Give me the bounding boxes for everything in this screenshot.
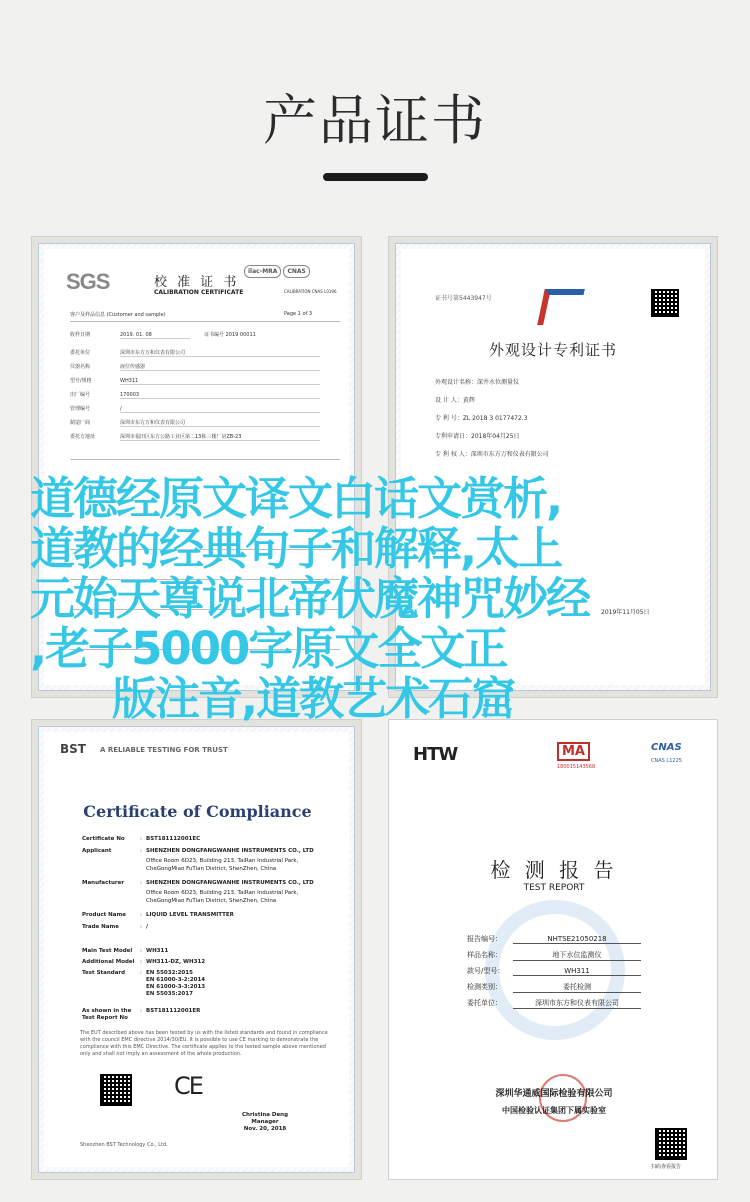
qr-code-icon xyxy=(651,289,679,317)
report-row: 检测类别： 委托检测 xyxy=(467,982,641,993)
report-title: 检 测 报 告 xyxy=(490,858,618,882)
client-section-label: 客户及样品信息 (Customer and sample) xyxy=(70,312,166,318)
title-underline xyxy=(323,173,428,181)
info-row: 型号/规格 WH311 xyxy=(70,377,320,385)
info-row: CheGongMiao FuTian District, ShenZhen, China xyxy=(146,866,277,872)
info-row: 委托方地址 深圳市福田区东方公路工业区第二13栋三楼厂房ZB-23 xyxy=(70,433,320,441)
info-row: 委托单位 深圳市东方万和仪表有限公司 xyxy=(70,349,320,357)
certificate-title: Certificate of Compliance xyxy=(83,802,312,821)
info-row: Product Name : LIQUID LEVEL TRANSMITTER xyxy=(82,912,234,918)
info-row: Office Room 6D23, Building 213, TaiRan Industrial Park, xyxy=(146,858,299,864)
sgs-logo: SGS xyxy=(66,269,110,294)
info-row: 仪器名称 液位传感器 xyxy=(70,363,320,371)
info-row: Certificate No : BST181112001EC xyxy=(82,836,201,842)
certificate-body xyxy=(44,732,349,1167)
info-row: Additional Model : WH311-DZ, WH312 xyxy=(82,959,206,965)
info-row: Manufacturer : SHENZHEN DONGFANGWANHE INSTRUMENTS CO., LTD xyxy=(82,880,314,886)
report-row: 样品名称： 地下水位监测仪 xyxy=(467,950,641,961)
patent-info: 设 计 人：黄辉 xyxy=(435,397,475,404)
ce-compliance-certificate[interactable] xyxy=(31,719,362,1180)
info-row: Office Room 6D23, Building 213, TaiRan Industrial Park, xyxy=(146,890,299,896)
report-row: 款号/型号： WH311 xyxy=(467,966,641,976)
issuer-footer: Shenzhen BST Technology Co., Ltd. xyxy=(80,1142,168,1148)
info-row: CheGongMiao FuTian District, ShenZhen, China xyxy=(146,898,277,904)
info-row: EN 55035:2017 xyxy=(146,991,193,997)
issue-date: 2019年11月05日 xyxy=(601,609,650,616)
cnas-logo: CNAS xyxy=(651,742,682,753)
certificate-subtitle: CALIBRATION CERTIFICATE xyxy=(154,289,244,296)
certificate-title: 外观设计专利证书 xyxy=(489,341,618,359)
cma-mark-icon: MA xyxy=(557,742,590,761)
htw-logo: HTW xyxy=(413,744,458,765)
patent-info: 外观设计名称：深井水位测量仪 xyxy=(435,379,520,386)
issuing-organization: 深圳华通威国际检验有限公司 xyxy=(495,1089,613,1099)
report-row: 报告编号： NHTSE21050218 xyxy=(467,934,641,944)
cnas-badge: CNAS xyxy=(283,265,309,278)
bst-tagline: A RELIABLE TESTING FOR TRUST xyxy=(100,746,228,754)
cma-number: 180015143568 xyxy=(557,764,596,770)
ce-mark-icon: CE xyxy=(174,1072,202,1100)
certificate-number: 证书号第5443947号 xyxy=(435,295,492,302)
info-row: Test Standard : EN 55032:2015 xyxy=(82,970,193,976)
overlay-line: 元始天尊说北帝伏魔神咒妙经 xyxy=(30,572,590,625)
info-row: EN 61000-3-3:2013 xyxy=(146,984,206,990)
cert-number: 证书编号 2019 00011 xyxy=(204,332,256,338)
bst-logo: BST xyxy=(60,742,86,756)
page-number: Page 1 of 3 xyxy=(284,311,313,317)
info-row: 出厂编号 170003 xyxy=(70,391,320,399)
info-row: 收样日期 2019. 01. 08 xyxy=(70,331,190,339)
qr-code-icon xyxy=(655,1128,687,1160)
overlay-line: 版注音,道教艺术石窟 xyxy=(112,672,515,725)
national-emblem-icon xyxy=(537,289,585,325)
info-row: Trade Name : / xyxy=(82,924,149,930)
certificate-body xyxy=(389,720,717,1179)
signer-name: Christina Deng xyxy=(242,1112,289,1118)
sign-date: Nov. 20, 2018 xyxy=(243,1126,287,1132)
info-row: 制造厂商 深圳市东方万和仪表有限公司 xyxy=(70,419,320,427)
overlay-line: 道德经原文译文白话文赏析, xyxy=(30,472,562,525)
overlay-line: 道教的经典句子和解释,太上 xyxy=(30,522,562,575)
signer-title: Manager xyxy=(251,1119,279,1125)
cnas-number: CNAS L1225 xyxy=(651,758,682,764)
test-report-certificate[interactable] xyxy=(388,719,718,1180)
divider xyxy=(70,459,340,460)
compliance-statement: The EUT described above has been tested by us with the listed standards and found in compliance with the council EMC directive 2014/30/EU. It is possible to use CE marking to demonstrate the compliance with this EMC Directive. The certificate applies to the tested sample above mentioned only and shall not imply an assessment of the whole production. xyxy=(80,1030,328,1057)
lab-affiliation: 中国检验认证集团下属实验室 xyxy=(502,1106,606,1115)
info-row: EN 61000-3-2:2014 xyxy=(146,977,206,983)
page-title: 产品证书 xyxy=(263,89,487,152)
signature-block xyxy=(242,1112,288,1133)
overlay-line: ,老子5000字原文全文正 xyxy=(30,622,507,675)
patent-info: 专利申请日：2018年04月25日 xyxy=(435,433,520,440)
info-row: Applicant : SHENZHEN DONGFANGWANHE INSTRUMENTS CO., LTD xyxy=(82,848,314,854)
certificate-title: 校 准 证 书 xyxy=(154,275,240,290)
patent-info: 专 利 权 人：深圳市东方万和仪表有限公司 xyxy=(435,451,549,458)
accreditation-badges xyxy=(244,265,310,278)
qr-code-label: 扫码查看报告 xyxy=(651,1164,682,1170)
patent-info: 专 利 号：ZL 2018 3 0177472.3 xyxy=(435,415,528,422)
ilac-badge: ilac-MRA xyxy=(244,265,281,278)
report-row: 委托单位： 深圳市东方和仪表有限公司 xyxy=(467,998,641,1009)
info-row: Main Test Model : WH311 xyxy=(82,948,169,954)
info-row: 管理编号 / xyxy=(70,405,320,413)
badge-label: CALIBRATION CNAS L0196 xyxy=(284,289,337,294)
qr-code-icon xyxy=(100,1074,132,1106)
info-row: As shown in the Test Report No: BST181112001ER xyxy=(82,1008,201,1021)
report-subtitle: TEST REPORT xyxy=(523,883,585,893)
divider xyxy=(70,321,340,322)
